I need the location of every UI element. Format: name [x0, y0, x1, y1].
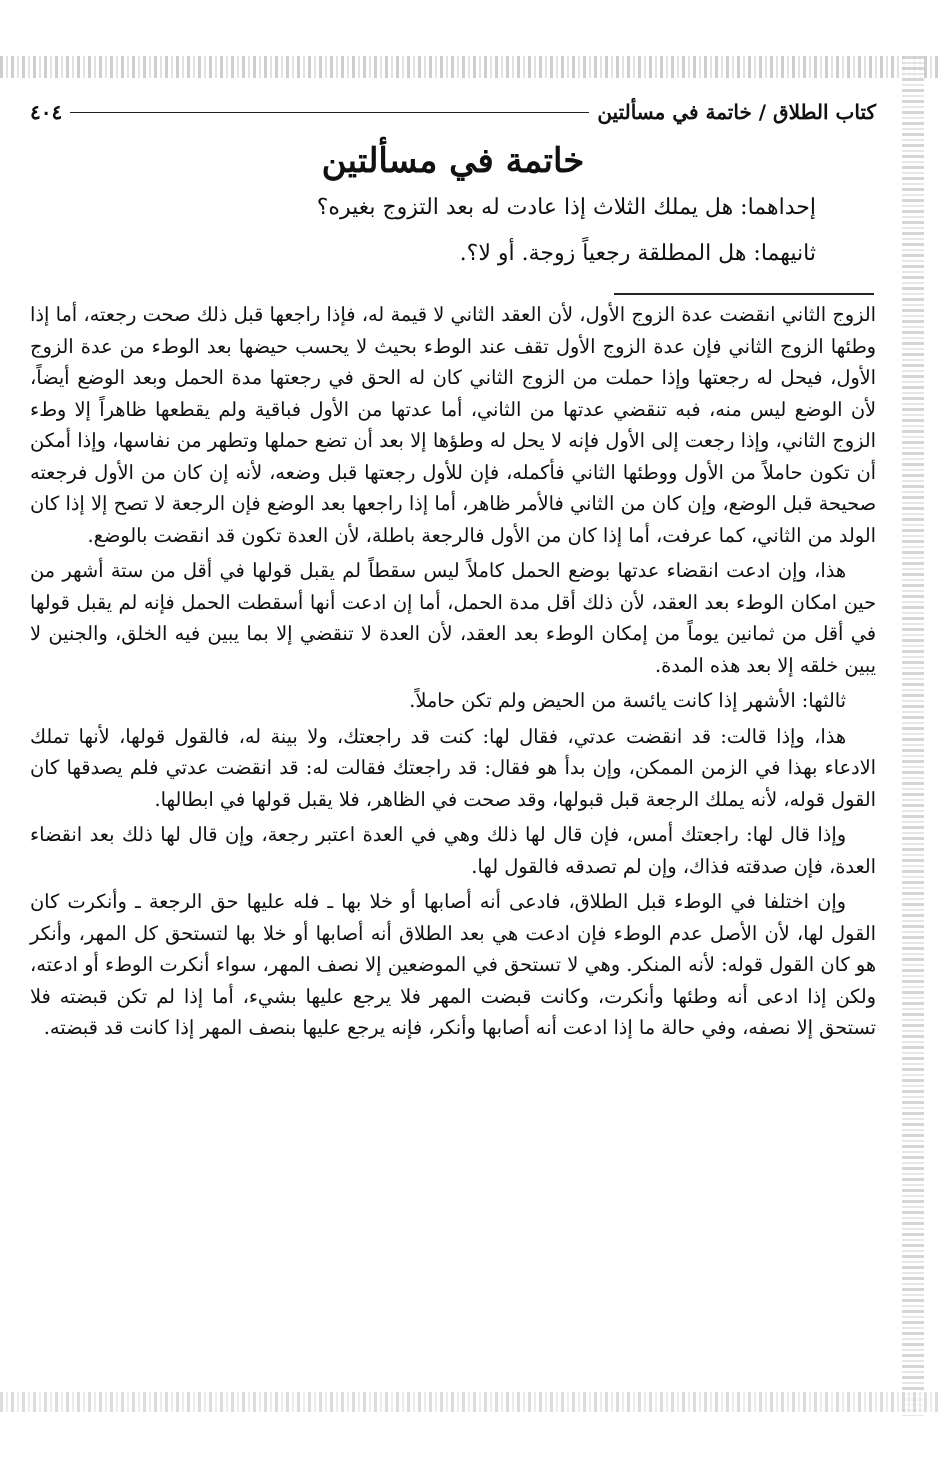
section-title: خاتمة في مسألتين [321, 141, 585, 181]
decorative-border-right [902, 56, 924, 1416]
footnote-separator-rule [614, 293, 874, 295]
page-number: ٤٠٤ [30, 100, 63, 124]
paragraph-6: وإن اختلفا في الوطء قبل الطلاق، فادعى أنه أصابها أو خلا بها ـ فله عليها حق الرجعة ـ وأنكرت كان القول لها، لأن الأصل عدم الوطء فإن ادعت هي بعد الطلاق أنه أصابها أو خلا بها لتستحق كل المهر، وأنكر هو كان القول قوله: لأنه المنكر. وهي لا تستحق في الموضعين إلا نصف المهر، سواء أنكرت الوطء أو ادعته، ولكن إذا ادعى أنه وطئها وأنكرت، وكانت قبضت المهر فلا يرجع عليها بشيء، أما إذا لم تكن قبضته فلا تستحق إلا نصفه، وفي حالة ما إذا ادعت أنه أصابها وأنكر، فإنه يرجع عليها بنصف المهر إذا كانت قد قبضته. [30, 890, 876, 1039]
paragraph-3: ثالثها: الأشهر إذا كانت يائسة من الحيض ولم تكن حاملاً. [409, 689, 846, 712]
question-1: إحداهما: هل يملك الثلاث إذا عادت له بعد التزوج بغيره؟ [316, 195, 816, 220]
book-page [30, 95, 876, 1385]
header-rule [70, 112, 589, 113]
paragraph-2: هذا، وإن ادعت انقضاء عدتها بوضع الحمل كاملاً ليس سقطاً لم يقبل قولها في أقل من ستة أشهر من حين امكان الوطء بعد العقد، لأن ذلك أقل مدة الحمل، أما إن ادعت أنها أسقطت الحمل فإنه لم يقبل قولها في أقل من ثمانين يوماً من إمكان الوطء بعد العقد، لأن العدة لا تنقضي إلا بما يبين فيه الخلق، والجنين لا يبين خلقه إلا بعد هذه المدة. [30, 559, 876, 677]
paragraph-5: وإذا قال لها: راجعتك أمس، فإن قال لها ذلك وهي في العدة اعتبر رجعة، وإن قال لها ذلك بعد انقضاء العدة، فإن صدقته فذاك، وإن لم تصدقه فالقول لها. [30, 823, 876, 878]
decorative-border-bottom [0, 1392, 938, 1412]
running-header [30, 95, 876, 129]
paragraph-4: هذا، وإذا قالت: قد انقضت عدتي، فقال لها: كنت قد راجعتك، ولا بينة له، فالقول قولها، لأنها تملك الادعاء بهذا في الزمن الممكن، وإن بدأ هو فقال: قد راجعتك فقالت له: قد انقضت عدتي فلم يصدقها كان القول قوله، لأنه يملك الرجعة قبل قبولها، وقد صحت في الظاهر، فلا يقبل قولها في ابطالها. [30, 724, 876, 811]
paragraph-1: الزوج الثاني انقضت عدة الزوج الأول، لأن العقد الثاني لا قيمة له، فإذا راجعها قبل ذلك صحت رجعته، أما إذا وطئها الزوج الثاني فإن عدة الزوج الأول تقف عند الوطء بحيث لا يحسب حيضها بعد الوطء من عدة الزوج الأول، فيحل له رجعتها وإذا حملت من الزوج الثاني كان له الحق في رجعتها مدة الحمل وبعد الوضع أيضاً، لأن الوضع ليس منه، فبه تنقضي عدتها من الثاني، أما عدتها من الأول فباقية ولم يقطعها ظاهراً إلا وطء الزوج الثاني، وإذا رجعت إلى الأول فإنه لا يحل له وطؤها إلا بعد أن تضع حملها وتطهر من نفاسها، وإذا أمكن أن تكون حاملاً من الأول ووطئها الثاني فأكمله، فإن للأول رجعتها قبل وضعه، لأنه إن كان من الأول فرجعته صحيحة قبل الوضع، وإن كان من الثاني فالأمر ظاهر، أما إذا راجعها بعد الوضع فإن الرجعة لا تصح إلا إذا كان الولد من الثاني، كما عرفت، أما إذا كان من الأول فالرجعة باطلة، لأن العدة تكون قد انقضت بالوضع. [30, 303, 876, 547]
question-2: ثانيهما: هل المطلقة رجعياً زوجة. أو لا؟. [459, 241, 816, 266]
running-header-title: كتاب الطلاق / خاتمة في مسألتين [597, 100, 876, 124]
decorative-border-top [0, 56, 938, 78]
